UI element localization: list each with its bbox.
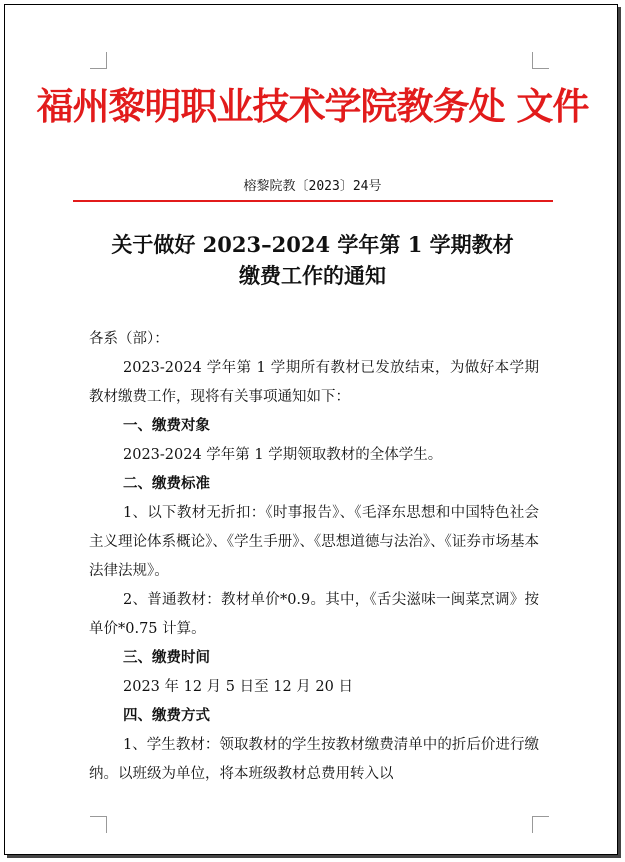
- notice-title-line: 关于做好 2023–2024 学年第 1 学期教材: [111, 232, 514, 257]
- section-heading: 一、缴费对象: [123, 418, 210, 434]
- margin-corner-mark: [532, 816, 549, 833]
- section-paragraph: 2023 年 12 月 5 日至 12 月 20 日: [123, 679, 353, 695]
- section-heading: 三、缴费时间: [123, 650, 210, 666]
- notice-title-line: 缴费工作的通知: [239, 263, 386, 288]
- salutation: 各系（部）：: [89, 331, 169, 347]
- margin-corner-mark: [90, 816, 107, 833]
- section-paragraph: 2、普通教材：教材单价*0.9。其中，《舌尖滋味一闽菜烹调》按单价*0.75 计算。: [89, 592, 539, 637]
- header-divider: [73, 200, 553, 202]
- margin-corner-mark: [532, 52, 549, 69]
- section-heading: 四、缴费方式: [123, 708, 210, 724]
- section-paragraph: 1、以下教材无折扣：《时事报告》、《毛泽东思想和中国特色社会主义理论体系概论》、《学生手册》、《思想道德与法治》、《证券市场基本法律法规》。: [89, 505, 539, 579]
- notice-title: [0, 229, 625, 291]
- document-header-title: 福州黎明职业技术学院教务处 文件: [36, 85, 589, 128]
- document-number: 榕黎院教〔2023〕24号: [243, 179, 382, 194]
- section-paragraph: 2023-2024 学年第 1 学期领取教材的全体学生。: [123, 447, 443, 463]
- section-heading: 二、缴费标准: [123, 476, 210, 492]
- margin-corner-mark: [90, 52, 107, 69]
- document-body: [89, 325, 539, 789]
- intro-paragraph: 2023-2024 学年第 1 学期所有教材已发放结束，为做好本学期教材缴费工作，现将有关事项通知如下：: [89, 360, 539, 405]
- section-paragraph: 1、学生教材：领取教材的学生按教材缴费清单中的折后价进行缴纳。以班级为单位，将本班级教材总费用转入以: [89, 737, 539, 782]
